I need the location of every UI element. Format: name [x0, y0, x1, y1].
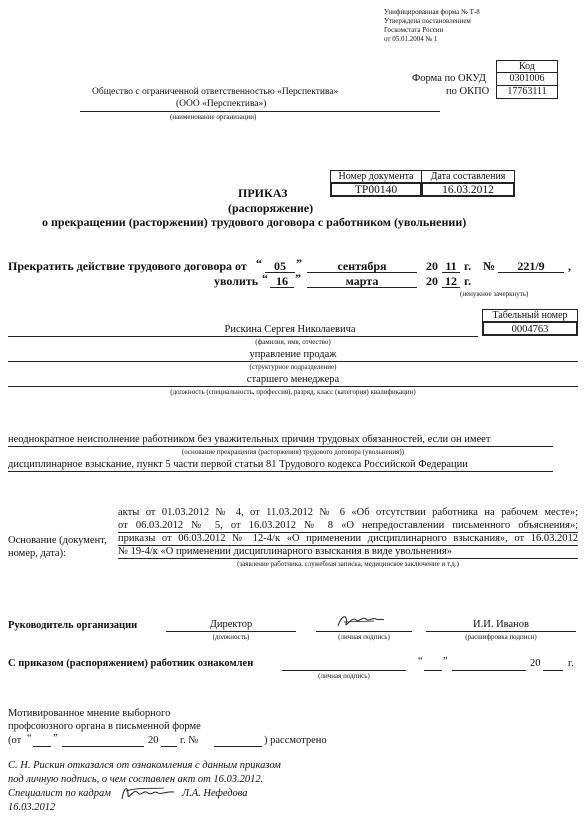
- month1: сентября: [337, 259, 387, 273]
- union-line2: профсоюзного органа в письменной форме: [8, 721, 201, 732]
- grounds-line2: дисциплинарное взыскание, пункт 5 части первой статьи 81 Трудового кодекса Российской Федерации: [8, 459, 468, 470]
- union-quote-close: ”: [53, 733, 58, 744]
- employee-position: старшего менеджера: [246, 374, 340, 385]
- year2-line: [442, 287, 460, 288]
- form-header-line2: Утверждена постановлением: [384, 17, 471, 25]
- director-name-caption: (расшифровка подписи): [465, 633, 537, 641]
- acquaint-day-line: [424, 670, 442, 671]
- order-subject: о прекращении (расторжении) трудового договора с работником (увольнении): [42, 215, 467, 229]
- year1-line: [442, 272, 460, 273]
- director-label: Руководитель организации: [8, 620, 138, 631]
- note-line1: С. Н. Рискин отказался от ознакомления с данным приказом: [8, 760, 281, 771]
- employee-name: Рискина Сергея Николаевича: [224, 324, 356, 335]
- director-signature-icon: [334, 610, 386, 632]
- note-line3b: Л.А. Нефедова: [182, 788, 248, 799]
- hr-signature-icon: [118, 781, 178, 805]
- month1-line: [307, 272, 417, 273]
- okpo-value: 17763111: [496, 85, 558, 99]
- employee-name-caption: (фамилия, имя, отчество): [255, 338, 331, 346]
- form-header-line3: Госкомстата России: [384, 26, 444, 34]
- year-prefix-1: 20: [426, 259, 438, 273]
- terminate-label: Прекратить действие трудового договора от: [8, 259, 247, 273]
- director-position: Директор: [209, 619, 253, 630]
- employee-position-caption: (должность (специальность, профессия), разряд, класс (категория) квалификации): [170, 388, 416, 396]
- day1-line: [265, 272, 295, 273]
- org-underline: [80, 111, 440, 112]
- quote-open-2: “: [262, 271, 268, 285]
- union-year-line: [161, 746, 177, 747]
- note-line3a: Специалист по кадрам: [8, 788, 111, 799]
- grounds-line1-line: [8, 446, 553, 447]
- acquaint-year-suffix: г.: [568, 658, 574, 669]
- org-name-line2: (ООО «Перспектива»): [176, 99, 267, 109]
- employee-position-line: [8, 386, 578, 387]
- tab-number-header: Табельный номер: [482, 309, 578, 322]
- union-year-suffix: г. №: [180, 735, 199, 746]
- acquaint-sign-line: [282, 670, 406, 671]
- doc-date-header: Дата составления: [421, 170, 515, 183]
- acquaint-label: С приказом (распоряжением) работник ознакомлен: [8, 658, 254, 669]
- doc-date-value: 16.03.2012: [421, 182, 515, 197]
- union-number-line: [214, 746, 262, 747]
- okpo-label: по ОКПО: [446, 86, 490, 97]
- year-suffix-2: г.: [464, 274, 472, 288]
- doc-number-value: ТР00140: [330, 182, 422, 197]
- basis-text4: № 19-4/к «О применении дисциплинарного взыскания в виде увольнения»: [118, 546, 452, 557]
- form-header: [384, 8, 480, 44]
- employee-dept: управление продаж: [249, 349, 337, 360]
- basis-label: [8, 534, 107, 560]
- director-sign-line: [316, 631, 412, 632]
- grounds-line2-line: [8, 471, 553, 472]
- doc-number-header: Номер документа: [330, 170, 422, 183]
- basis-line-2: [118, 532, 578, 533]
- month2: марта: [345, 274, 379, 288]
- grounds-caption: (основание прекращения (расторжения) трудового договора (увольнения)): [181, 448, 405, 456]
- union-year-prefix: 20: [148, 735, 159, 746]
- year2: 12: [445, 274, 457, 288]
- org-caption: (наименование организации): [170, 113, 257, 121]
- acquaint-month-line: [452, 670, 526, 671]
- union-day-line: [33, 746, 51, 747]
- contract-number-line: [498, 272, 564, 273]
- order-title: ПРИКАЗ: [238, 186, 288, 200]
- okud-label: Форма по ОКУД: [412, 73, 486, 84]
- acquaint-quote-open: “: [418, 656, 423, 667]
- union-from: (от: [8, 735, 22, 746]
- basis-caption: (заявление работника, служебная записка, медицинское заключение и т.д.): [237, 560, 459, 568]
- director-position-line: [166, 631, 296, 632]
- code-header: Код: [496, 60, 558, 73]
- director-name-line: [426, 631, 576, 632]
- employee-dept-line: [8, 361, 578, 362]
- grounds-line1: неоднократное неисполнение работником без уважительных причин трудовых обязанностей, если он имеет: [8, 434, 491, 445]
- basis-text2: от 06.03.2012 № 5, от 16.03.2012 № 8 «О непредоставлении письменного объяснения»;: [118, 520, 578, 531]
- union-month-line: [62, 746, 144, 747]
- union-reviewed: ) рассмотрено: [264, 735, 327, 746]
- note-line4: 16.03.2012: [8, 802, 56, 813]
- basis-line-3: [118, 545, 578, 546]
- number-sign: №: [483, 259, 496, 273]
- basis-label-line1: Основание (документ,: [8, 535, 107, 546]
- note-line2: под личную подпись, о чем составлен акт от 16.03.2012.: [8, 774, 264, 785]
- acquaint-quote-close: ”: [443, 656, 448, 667]
- form-header-line1: Унифицированная форма № Т-8: [384, 8, 480, 16]
- acquaint-sign-caption: (личная подпись): [318, 672, 370, 680]
- year-suffix-1: г.: [464, 259, 472, 273]
- union-line1: Мотивированное мнение выборного: [8, 708, 171, 719]
- year-prefix-2: 20: [426, 274, 438, 288]
- okud-value: 0301006: [496, 72, 558, 86]
- day2: 16: [276, 274, 288, 288]
- acquaint-year-line: [543, 670, 563, 671]
- day1: 05: [274, 259, 286, 273]
- basis-text1: акты от 01.03.2012 № 4, от 11.03.2012 № 6 «Об отсутствии работника на рабочем месте»;: [118, 507, 578, 518]
- contract-number: 221/9: [517, 259, 545, 273]
- form-header-line4: от 05.01.2004 № 1: [384, 35, 438, 43]
- basis-label-line2: номер, дата):: [8, 548, 66, 559]
- employee-dept-caption: (структурное подразделение): [249, 363, 337, 371]
- acquaint-year-prefix: 20: [530, 658, 541, 669]
- year1: 11: [445, 259, 457, 273]
- day2-line: [270, 287, 294, 288]
- union-quote-open: “: [27, 733, 32, 744]
- strike-caption: (ненужное зачеркнуть): [460, 290, 529, 298]
- dismiss-label: уволить: [214, 274, 259, 288]
- order-subtitle: (распоряжение): [228, 201, 314, 215]
- comma: ,: [568, 259, 571, 273]
- basis-text3: приказы от 06.03.2012 № 12-4/к «О применении дисциплинарного взыскания», от 16.03.2012: [118, 533, 578, 544]
- org-name-line1: Общество с ограниченной ответственностью «Перспектива»: [92, 87, 339, 97]
- quote-close-1: ”: [296, 256, 302, 270]
- month2-line: [307, 287, 417, 288]
- quote-close-2: ”: [295, 271, 301, 285]
- tab-number-value: 0004763: [482, 321, 578, 336]
- basis-line-4: [118, 558, 578, 559]
- employee-name-line: [8, 336, 478, 337]
- quote-open-1: “: [256, 256, 262, 270]
- director-sign-caption: (личная подпись): [338, 633, 390, 641]
- director-position-caption: (должность): [212, 633, 250, 641]
- director-name: И.И. Иванов: [473, 619, 529, 630]
